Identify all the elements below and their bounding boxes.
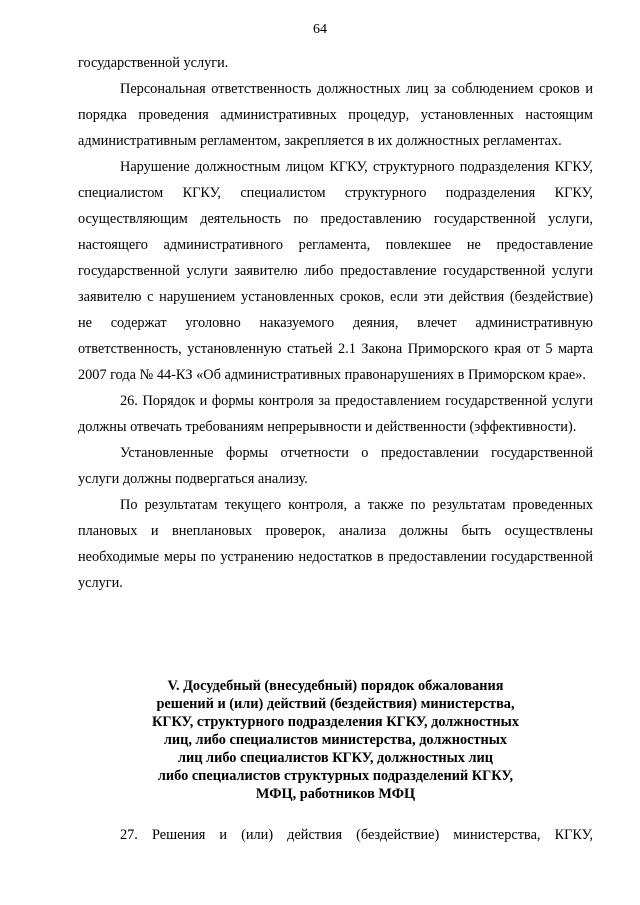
paragraph-control-results: По результатам текущего контроля, а также по результатам проведенных плановых и внеплановых проверок, анализа должны быть осуществлены необходимые меры по устранению недостатков в предоставлении государственной услуги.: [78, 497, 593, 591]
paragraph-26-control-forms: 26. Порядок и формы контроля за предоставлением государственной услуги должны отвечать требованиям непрерывности и действенности (эффективности).: [78, 393, 593, 435]
heading-line: лиц, либо специалистов министерства, должностных: [163, 732, 508, 748]
heading-line: лиц либо специалистов КГКУ, должностных лиц: [177, 750, 494, 766]
heading-line: МФЦ, работников МФЦ: [255, 786, 416, 802]
paragraph-violation: Нарушение должностным лицом КГКУ, структурного подразделения КГКУ, специалистом КГКУ, специалистом структурного подразделения КГКУ, осуществляющим деятельность по предоставлению государственной услуги, настоящего административного регламента, повлекшее не предоставление государственной услуги заявителю либо предоставление государственной услуги заявителю с нарушением установленных сроков, если эти действия (бездействие) не содержат уголовно наказуемого деяния, влечет административную ответственность, установленную статьей 2.1 Закона Приморского края от 5 марта 2007 года № 44-КЗ «Об административных правонарушениях в Приморском крае».: [78, 159, 593, 383]
paragraph-reporting-forms: Установленные формы отчетности о предоставлении государственной услуги должны подвергаться анализу.: [78, 445, 593, 487]
paragraph-continuation: государственной услуги.: [78, 55, 229, 71]
heading-line: либо специалистов структурных подразделений КГКУ,: [157, 768, 514, 784]
paragraph-responsibility: Персональная ответственность должностных лиц за соблюдением сроков и порядка проведения административных процедур, установленных настоящим административным регламентом, закрепляется в их должностных регламентах.: [78, 81, 593, 149]
body-text: [78, 50, 593, 596]
page-number: 64: [313, 22, 327, 37]
heading-line: V. Досудебный (внесудебный) порядок обжалования: [167, 678, 504, 694]
section-heading: [78, 677, 593, 803]
tail-text: [78, 822, 593, 848]
paragraph-27-decisions: 27. Решения и (или) действия (бездействие) министерства, КГКУ,: [120, 827, 593, 843]
heading-line: КГКУ, структурного подразделения КГКУ, должностных: [152, 714, 519, 730]
heading-line: решений и (или) действий (бездействия) министерства,: [156, 696, 515, 712]
